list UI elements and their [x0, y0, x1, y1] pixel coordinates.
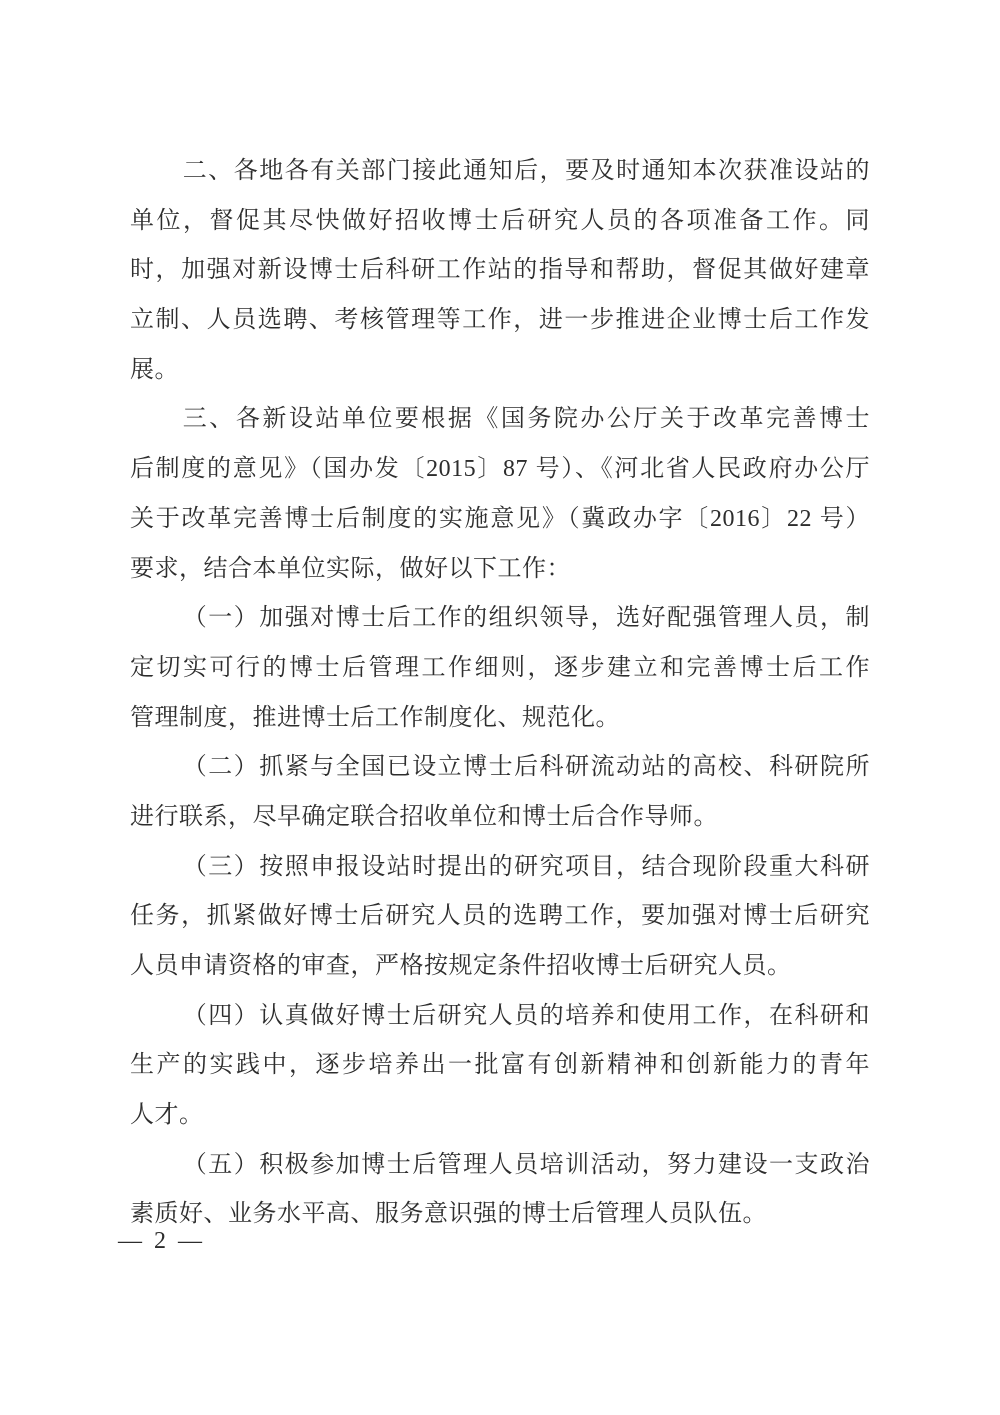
- text-line: 后制度的意见》（国办发〔2015〕87 号）、《河北省人民政府办公厅: [130, 456, 870, 483]
- text-line: 三、各新设站单位要根据《国务院办公厅关于改革完善博士: [182, 406, 870, 433]
- text-line: （二）抓紧与全国已设立博士后科研流动站的高校、科研院所: [182, 754, 870, 781]
- page-number: — 2 —: [118, 1228, 205, 1254]
- text-line: （一）加强对博士后工作的组织领导，选好配强管理人员，制: [182, 605, 870, 632]
- text-line: 单位，督促其尽快做好招收博士后研究人员的各项准备工作。同: [130, 207, 870, 234]
- text-line: 人才。: [130, 1102, 204, 1129]
- text-line: 时，加强对新设博士后科研工作站的指导和帮助，督促其做好建章: [130, 257, 870, 284]
- text-line: 人员申请资格的审查，严格按规定条件招收博士后研究人员。: [130, 953, 792, 979]
- text-line: 生产的实践中，逐步培养出一批富有创新精神和创新能力的青年: [130, 1052, 870, 1079]
- text-line: 二、各地各有关部门接此通知后，要及时通知本次获准设站的: [182, 158, 870, 184]
- text-line: 关于改革完善博士后制度的实施意见》（冀政办字〔2016〕22 号）: [130, 505, 870, 532]
- text-line: 要求，结合本单位实际，做好以下工作：: [130, 555, 571, 582]
- text-line: 素质好、业务水平高、服务意识强的博士后管理人员队伍。: [130, 1201, 767, 1228]
- text-line: 定切实可行的博士后管理工作细则，逐步建立和完善博士后工作: [130, 654, 870, 681]
- text-line: （四）认真做好博士后研究人员的培养和使用工作，在科研和: [182, 1002, 870, 1029]
- text-line: 任务，抓紧做好博士后研究人员的选聘工作，要加强对博士后研究: [130, 903, 870, 930]
- text-line: 立制、人员选聘、考核管理等工作，进一步推进企业博士后工作发: [130, 307, 870, 334]
- text-line: 管理制度，推进博士后工作制度化、规范化。: [130, 704, 620, 731]
- text-line: （五）积极参加博士后管理人员培训活动，努力建设一支政治: [182, 1151, 870, 1178]
- text-line: 展。: [130, 356, 179, 383]
- text-line: 进行联系，尽早确定联合招收单位和博士后合作导师。: [130, 803, 718, 830]
- text-line: （三）按照申报设站时提出的研究项目，结合现阶段重大科研: [182, 853, 870, 880]
- document-body: [130, 147, 870, 1240]
